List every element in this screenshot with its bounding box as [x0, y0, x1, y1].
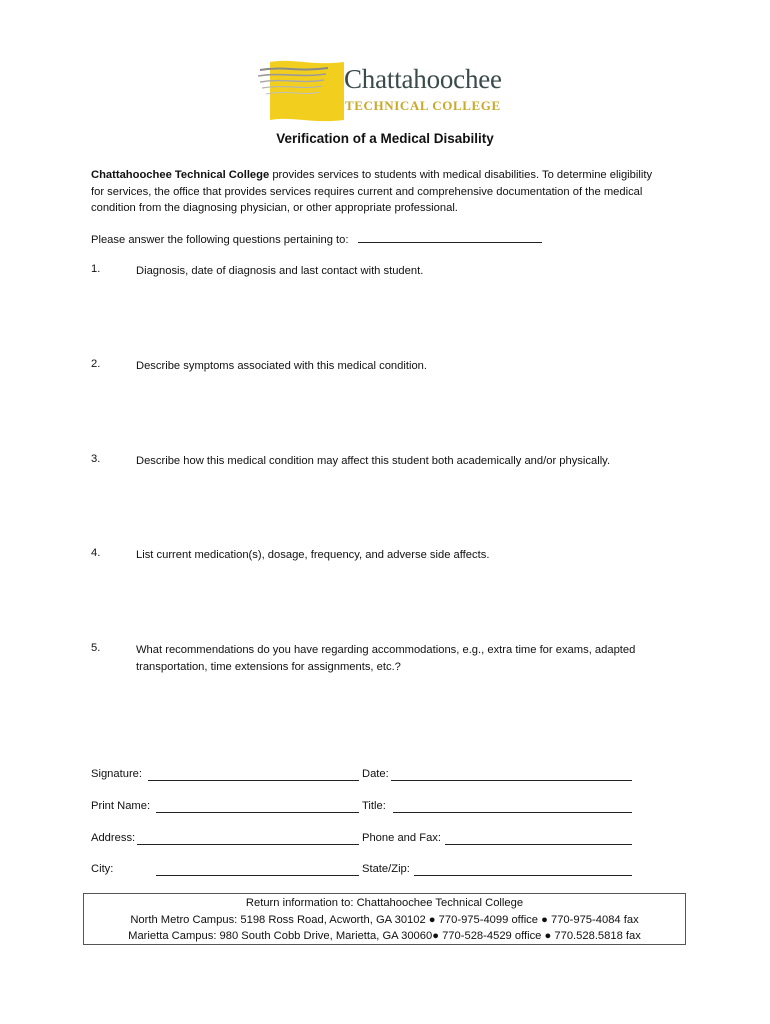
address-input[interactable]: [137, 833, 359, 845]
pertaining-input[interactable]: [358, 231, 542, 243]
question-3-number: 3.: [91, 453, 101, 465]
date-label: Date:: [362, 768, 389, 780]
question-2-number: 2.: [91, 358, 101, 370]
date-input[interactable]: [391, 769, 632, 781]
phone-fax-label: Phone and Fax:: [362, 832, 441, 844]
phone-fax-input[interactable]: [445, 833, 632, 845]
pertaining-label: Please answer the following questions pertaining to:: [91, 234, 349, 246]
logo-college-name: Chattahoochee: [344, 64, 502, 94]
return-info-line1: Return information to: Chattahoochee Technical College: [245, 897, 524, 909]
return-info-marietta: Marietta Campus: 980 South Cobb Drive, Marietta, GA 30060● 770-528-4529 office ● 770.528.5818 fax: [128, 930, 641, 942]
pertaining-line: [91, 231, 542, 246]
print-name-input[interactable]: [156, 801, 359, 813]
question-4-number: 4.: [91, 547, 101, 559]
question-5-number: 5.: [91, 642, 101, 654]
question-1-text: Diagnosis, date of diagnosis and last contact with student.: [136, 265, 424, 277]
title-input[interactable]: [393, 801, 632, 813]
question-1-number: 1.: [91, 263, 101, 275]
question-5-text: What recommendations do you have regarding accommodations, e.g., extra time for exams, adapted transportation, time extensions for assignments, etc.?: [136, 644, 636, 673]
flag-logo-icon: [258, 58, 348, 124]
question-4-text: List current medication(s), dosage, frequency, and adverse side affects.: [136, 549, 490, 561]
intro-line2: for services, the office that provides services requires current and comprehensive documentation of the medical: [91, 185, 643, 198]
question-3-text: Describe how this medical condition may affect this student both academically and/or physically.: [136, 455, 611, 467]
city-input[interactable]: [156, 864, 359, 876]
city-label: City:: [91, 863, 114, 875]
print-name-label: Print Name:: [91, 800, 151, 812]
question-2-text: Describe symptoms associated with this medical condition.: [136, 360, 427, 372]
title-label: Title:: [362, 800, 386, 812]
address-label: Address:: [91, 832, 136, 844]
college-logo: [258, 58, 518, 124]
document-title: Verification of a Medical Disability: [276, 131, 494, 146]
state-zip-input[interactable]: [414, 864, 632, 876]
intro-paragraph: [91, 167, 681, 217]
intro-line1: provides services to students with medical disabilities. To determine eligibility: [269, 169, 653, 181]
logo-subtitle: TECHNICAL COLLEGE: [345, 98, 501, 113]
intro-college-name: Chattahoochee Technical College: [91, 169, 270, 181]
signature-label: Signature:: [91, 768, 142, 780]
return-info-north-metro: North Metro Campus: 5198 Ross Road, Acworth, GA 30102 ● 770-975-4099 office ● 770-975-4084 fax: [130, 913, 639, 926]
signature-input[interactable]: [148, 769, 359, 781]
state-zip-label: State/Zip:: [362, 863, 410, 875]
intro-line3: condition from the diagnosing physician, or other appropriate professional.: [91, 202, 458, 214]
return-info-box: [83, 893, 686, 945]
